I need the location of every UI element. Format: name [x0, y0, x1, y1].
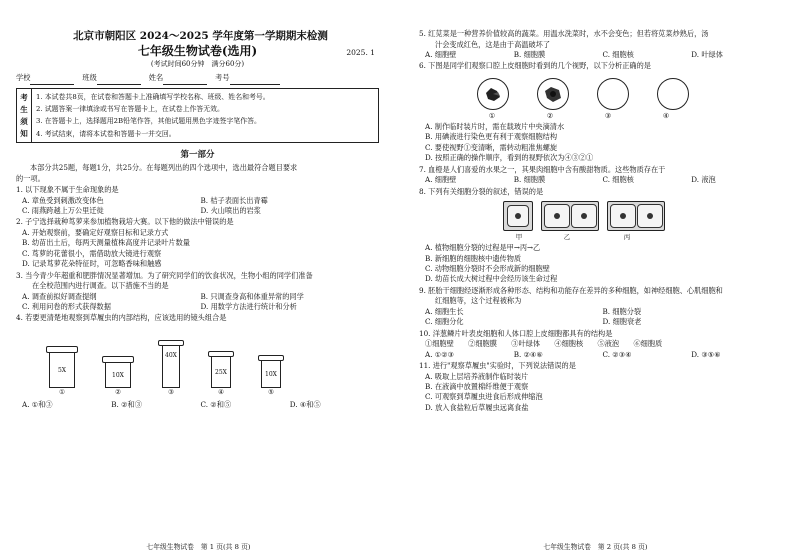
option[interactable]: C. 可观察到草履虫进食后形成伸缩泡: [425, 392, 543, 402]
q5-options: [419, 50, 780, 60]
student-info-row: [16, 71, 379, 85]
q3-stem: 3. 当今青少年超重和肥胖情况显著增加。为了研究同学们的饮食状况，生物小组的同学们准备: [16, 270, 313, 280]
view-3: [597, 78, 629, 110]
option[interactable]: B. 用碘液进行染色更有利于观察细胞结构: [425, 132, 558, 142]
section-intro-cont: 的一项。: [16, 173, 45, 183]
microscope-views: [477, 78, 780, 110]
notice-label: 考 生 须 知: [17, 89, 32, 142]
q11-options: [419, 372, 780, 414]
class-field[interactable]: 班级: [82, 71, 140, 85]
q10-options: [419, 350, 780, 360]
section-intro: 本部分共25题，每题1分，共25分。在每题列出的四个选项中，选出最符合题目要求: [30, 162, 298, 172]
q5-stem-cont: 汁会变成红色，这是由于高温破坏了: [435, 39, 551, 49]
q4-stem: 4. 若要更清楚地观察到草履虫的内部结构，应该选用的镜头组合是: [16, 313, 227, 323]
q10-structures: ①细胞壁 ②细胞膜 ③叶绿体 ④细胞核 ⑤液泡 ⑥细胞质: [425, 339, 663, 349]
option[interactable]: B. 细胞膜: [513, 175, 546, 185]
exam-title: 北京市朝阳区 2024～2025 学年度第一学期期末检测: [73, 30, 328, 42]
q2-stem: 2. 子宁选择栽种茑萝来参加植物栽培大赛。以下他的做法中错误的是: [16, 217, 234, 227]
option[interactable]: B. 细胞膜: [513, 50, 546, 59]
option[interactable]: D. 火山喷出的岩浆: [200, 206, 261, 216]
option[interactable]: A. 细胞壁: [425, 50, 457, 59]
option[interactable]: A. 章鱼受到刺激改变体色: [22, 195, 104, 205]
id-field[interactable]: 考号: [215, 71, 279, 85]
notice-items: [32, 89, 274, 142]
q7-stem: 7. 血橙是人们喜爱的水果之一，其果肉细胞中含有酸甜物质。这些物质存在于: [419, 164, 666, 174]
q8-options: [419, 243, 780, 285]
q5-stem: 5. 红苋菜是一种营养价值较高的蔬菜。用温水洗菜时，水不会变色；但若将苋菜炒熟后，汤: [419, 29, 709, 38]
lens: 10X ⑤: [258, 355, 284, 396]
option[interactable]: B. ②和③: [111, 400, 142, 410]
notice-item: 2. 试题答案一律填涂或书写在答题卡上，在试卷上作答无效。: [36, 105, 224, 114]
page-2: [397, 0, 794, 559]
lens: 40X ③: [158, 340, 184, 396]
lens: 5X ①: [46, 346, 78, 396]
subject-title: 七年级生物试卷(选用): [137, 44, 258, 58]
cell-yi: [541, 201, 599, 231]
lens: 10X ②: [102, 356, 134, 396]
q4-options: [16, 400, 379, 410]
q3-options: [16, 292, 379, 313]
option[interactable]: B. ②④⑥: [513, 349, 543, 359]
q8-stem: 8. 下列有关细胞分裂的叙述，错误的是: [419, 186, 544, 196]
q9-stem-cont: 红细胞等，这个过程被称为: [435, 296, 522, 306]
option[interactable]: D. ④和⑤: [289, 400, 321, 410]
school-field[interactable]: 学校: [16, 71, 74, 85]
option[interactable]: A. 植物细胞分裂的过程是甲→丙→乙: [425, 243, 541, 253]
option[interactable]: B. 桔子表面长出青霉: [200, 195, 268, 205]
option[interactable]: A. 调查前拟好调查提纲: [22, 291, 97, 301]
option[interactable]: C. 细胞核: [602, 175, 634, 185]
option[interactable]: B. 细胞分裂: [602, 306, 642, 316]
cell-labels: 甲 乙 丙: [515, 233, 631, 242]
section-title: 第一部分: [180, 149, 215, 160]
notice-item: 1. 本试卷共8页，在试卷和答题卡上准确填写学校名称、班级、姓名和考号。: [36, 93, 270, 101]
exam-time-note: (考试时间60分钟 满分60分): [150, 60, 245, 68]
option[interactable]: A. 吸取上层培养液制作临时装片: [425, 371, 529, 381]
lens: 25X ④: [208, 351, 234, 396]
lens-figure: [46, 330, 379, 396]
q6-options: [419, 122, 780, 164]
option[interactable]: C. ②③④: [602, 349, 632, 359]
option[interactable]: C. 动物细胞分裂时不会形成新的细胞壁: [425, 264, 550, 274]
option[interactable]: D. 放入食盐粒后草履虫远离食盐: [425, 402, 529, 412]
option[interactable]: B. 新细胞的细胞核中遗传物质: [425, 253, 522, 263]
exam-date: 2025. 1: [346, 48, 375, 57]
notice-item: 3. 在答题卡上，选择题用2B铅笔作答，其他试题用黑色字迹签字笔作答。: [36, 117, 261, 126]
q1-stem: 1. 以下现象不属于生命现象的是: [16, 185, 119, 195]
cell-bing: [607, 201, 665, 231]
option[interactable]: B. 在液滴中放置棉纤维便于观察: [425, 382, 529, 392]
option[interactable]: B. 只调查身高和体重异常的同学: [200, 291, 304, 301]
option[interactable]: D. 液泡: [691, 175, 716, 185]
option[interactable]: C. 茑萝的花蕾很小，需借助放大镜进行观察: [22, 248, 162, 258]
option[interactable]: C. 利用问卷的形式获得数据: [22, 302, 111, 312]
option[interactable]: C. 雨燕跨越上万公里迁徙: [22, 206, 104, 216]
option[interactable]: D. ③⑤⑥: [691, 349, 721, 359]
cell-jia: [503, 201, 533, 231]
q9-stem: 9. 胚胎干细胞经逐渐形成各种形态、结构和功能存在差异的多种细胞，如神经细胞、心肌细胞和: [419, 285, 723, 295]
option[interactable]: A. ①和③: [22, 400, 53, 410]
option[interactable]: D. 细胞衰老: [602, 317, 642, 327]
option[interactable]: A. 制作临时装片时，需在载玻片中央滴清水: [425, 122, 565, 131]
option[interactable]: B. 幼苗出土后，每两天测量植株高度并记录叶片数量: [22, 238, 190, 248]
option[interactable]: D. 叶绿体: [691, 50, 723, 59]
view-4: [657, 78, 689, 110]
q9-options: [419, 307, 780, 328]
option[interactable]: D. 幼苗长成大树过程中会经历该生命过程: [425, 274, 558, 284]
option[interactable]: C. 要使视野①变清晰，需转动粗准焦螺旋: [425, 142, 558, 152]
exam-subject-title: [16, 43, 379, 59]
page-footer: 七年级生物试卷 第 1 页(共 8 页): [146, 543, 251, 551]
notice-item: 4. 考试结束，请将本试卷和答题卡一并交回。: [36, 129, 176, 138]
notice-box: [16, 88, 379, 143]
option[interactable]: A. 细胞生长: [425, 306, 464, 316]
option[interactable]: D. 用数学方法进行统计和分析: [200, 302, 297, 312]
option[interactable]: D. 记录茑萝花朵特征时，可忽略香味和触感: [22, 259, 162, 269]
option[interactable]: A. 细胞壁: [425, 175, 457, 185]
option[interactable]: A. ①②③: [425, 349, 455, 359]
option[interactable]: D. 按照正确的操作顺序，看到的视野依次为④③②①: [425, 153, 594, 163]
name-field[interactable]: 姓名: [149, 71, 207, 85]
q7-options: [419, 175, 780, 185]
view-labels: ① ② ③ ④: [488, 112, 670, 120]
q6-stem: 6. 下图是同学们观察口腔上皮细胞时看到的几个视野，以下分析正确的是: [419, 61, 651, 71]
q2-options: [16, 228, 379, 270]
q11-stem: 11. 进行"观察草履虫"实验时，下列说法错误的是: [419, 361, 576, 371]
option[interactable]: A. 开始观察前，要确定好观察目标和记录方式: [22, 228, 169, 238]
view-2: [537, 78, 569, 110]
option[interactable]: C. 细胞分化: [425, 317, 464, 327]
cell-division-figure: [503, 201, 780, 231]
view-1: [477, 78, 509, 110]
q1-options: [16, 196, 379, 217]
q10-stem: 10. 洋葱鳞片叶表皮细胞和人体口腔上皮细胞都具有的结构是: [419, 328, 613, 338]
page-footer: 七年级生物试卷 第 2 页(共 8 页): [543, 543, 648, 551]
option[interactable]: C. ②和⑤: [200, 400, 232, 410]
q3-stem-cont: 在全校范围内进行调查。以下措施不当的是: [32, 281, 169, 291]
option[interactable]: C. 细胞核: [602, 50, 634, 59]
